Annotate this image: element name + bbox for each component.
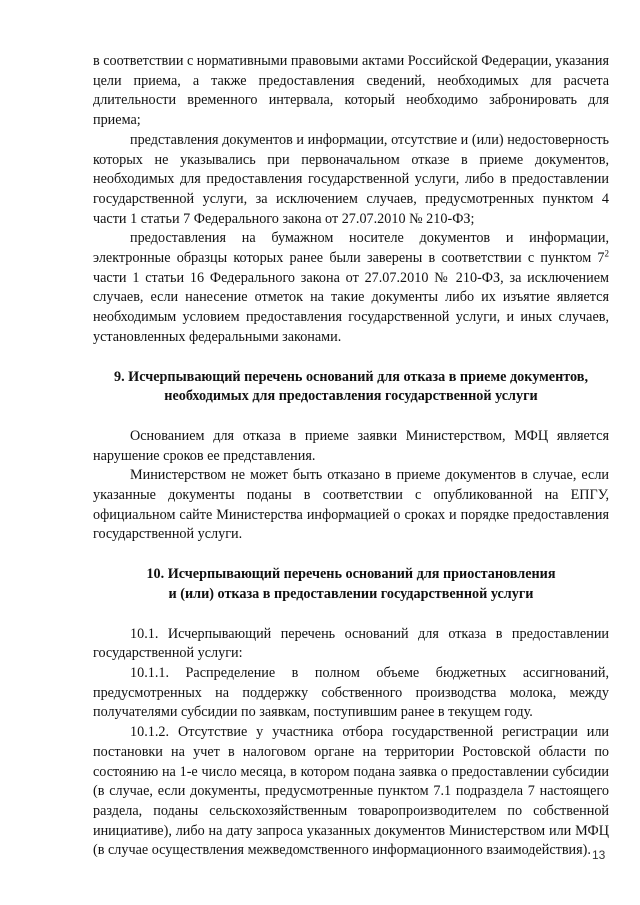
superscript-2: 2 [604, 248, 609, 259]
section-10-heading-line-2: и (или) отказа в предоставлении государственной услуги [168, 585, 534, 602]
page-number: 13 [592, 848, 606, 862]
paragraph-paper-documents-end: части 1 статьи 16 Федерального закона от 27.07.2010 № 210-ФЗ, за исключением случаев, если нанесение отметок на такие документы либо их изъятие является необходимым условием предоставления государственной услуги, и иных случаев, установленных федеральными законами. [93, 269, 609, 345]
document-body [93, 52, 609, 861]
section-10-1: 10.1. Исчерпывающий перечень оснований для отказа в предоставлении государственной услуги: [93, 625, 609, 662]
section-10-1-1: 10.1.1. Распределение в полном объеме бюджетных ассигнований, предусмотренных на поддержку собственного производства молока, между получателями субсидии по заявкам, поступившим ранее в текущем году. [93, 664, 609, 721]
section-9-paragraph-1: Основанием для отказа в приеме заявки Министерством, МФЦ является нарушение сроков ее представления. [93, 427, 609, 464]
section-10-heading-line-1: 10. Исчерпывающий перечень оснований для приостановления [146, 566, 556, 583]
paragraph-booking: в соответствии с нормативными правовыми актами Российской Федерации, указания цели приема, а также предоставления сведений, необходимых для расчета длительности временного интервала, который необходимо забронировать для приема; [93, 53, 609, 129]
paragraph-documents-absence: представления документов и информации, отсутствие и (или) недостоверность которых не указывались при первоначальном отказе в приеме документов, необходимых для предоставления государственной услуги, либо в предоставлении государственной услуги, за исключением случаев, предусмотренных пунктом 4 части 1 статьи 7 Федерального закона от 27.07.2010 № 210-ФЗ; [93, 131, 609, 227]
paragraph-paper-documents-start: предоставления на бумажном носителе документов и информации, электронные образцы которых ранее были заверены в соответствии с пунктом 7 [93, 230, 609, 267]
paragraph-paper-documents [93, 229, 609, 347]
section-9-heading: 9. Исчерпывающий перечень оснований для отказа в приеме документов, необходимых для предоставления государственной услуги [113, 368, 588, 405]
section-9-paragraph-2: Министерством не может быть отказано в приеме документов в случае, если указанные документы поданы в соответствии с опубликованной на ЕПГУ, официальном сайте Министерства информацией о сроках и порядке предоставления государственной услуги. [93, 467, 609, 543]
section-10-1-2: 10.1.2. Отсутствие у участника отбора государственной регистрации или постановки на учет в налоговом органе на территории Ростовской области по состоянию на 1-е число месяца, в котором подана заявка о предоставлении субсидии (в случае, если документы, предусмотренные пунктом 7.1 подраздела 7 настоящего раздела, поданы сельскохозяйственным товаропроизводителем по собственной инициативе), либо на дату запроса указанных документов Министерством или МФЦ (в случае осуществления межведомственного информационного взаимодействия). [93, 724, 609, 859]
